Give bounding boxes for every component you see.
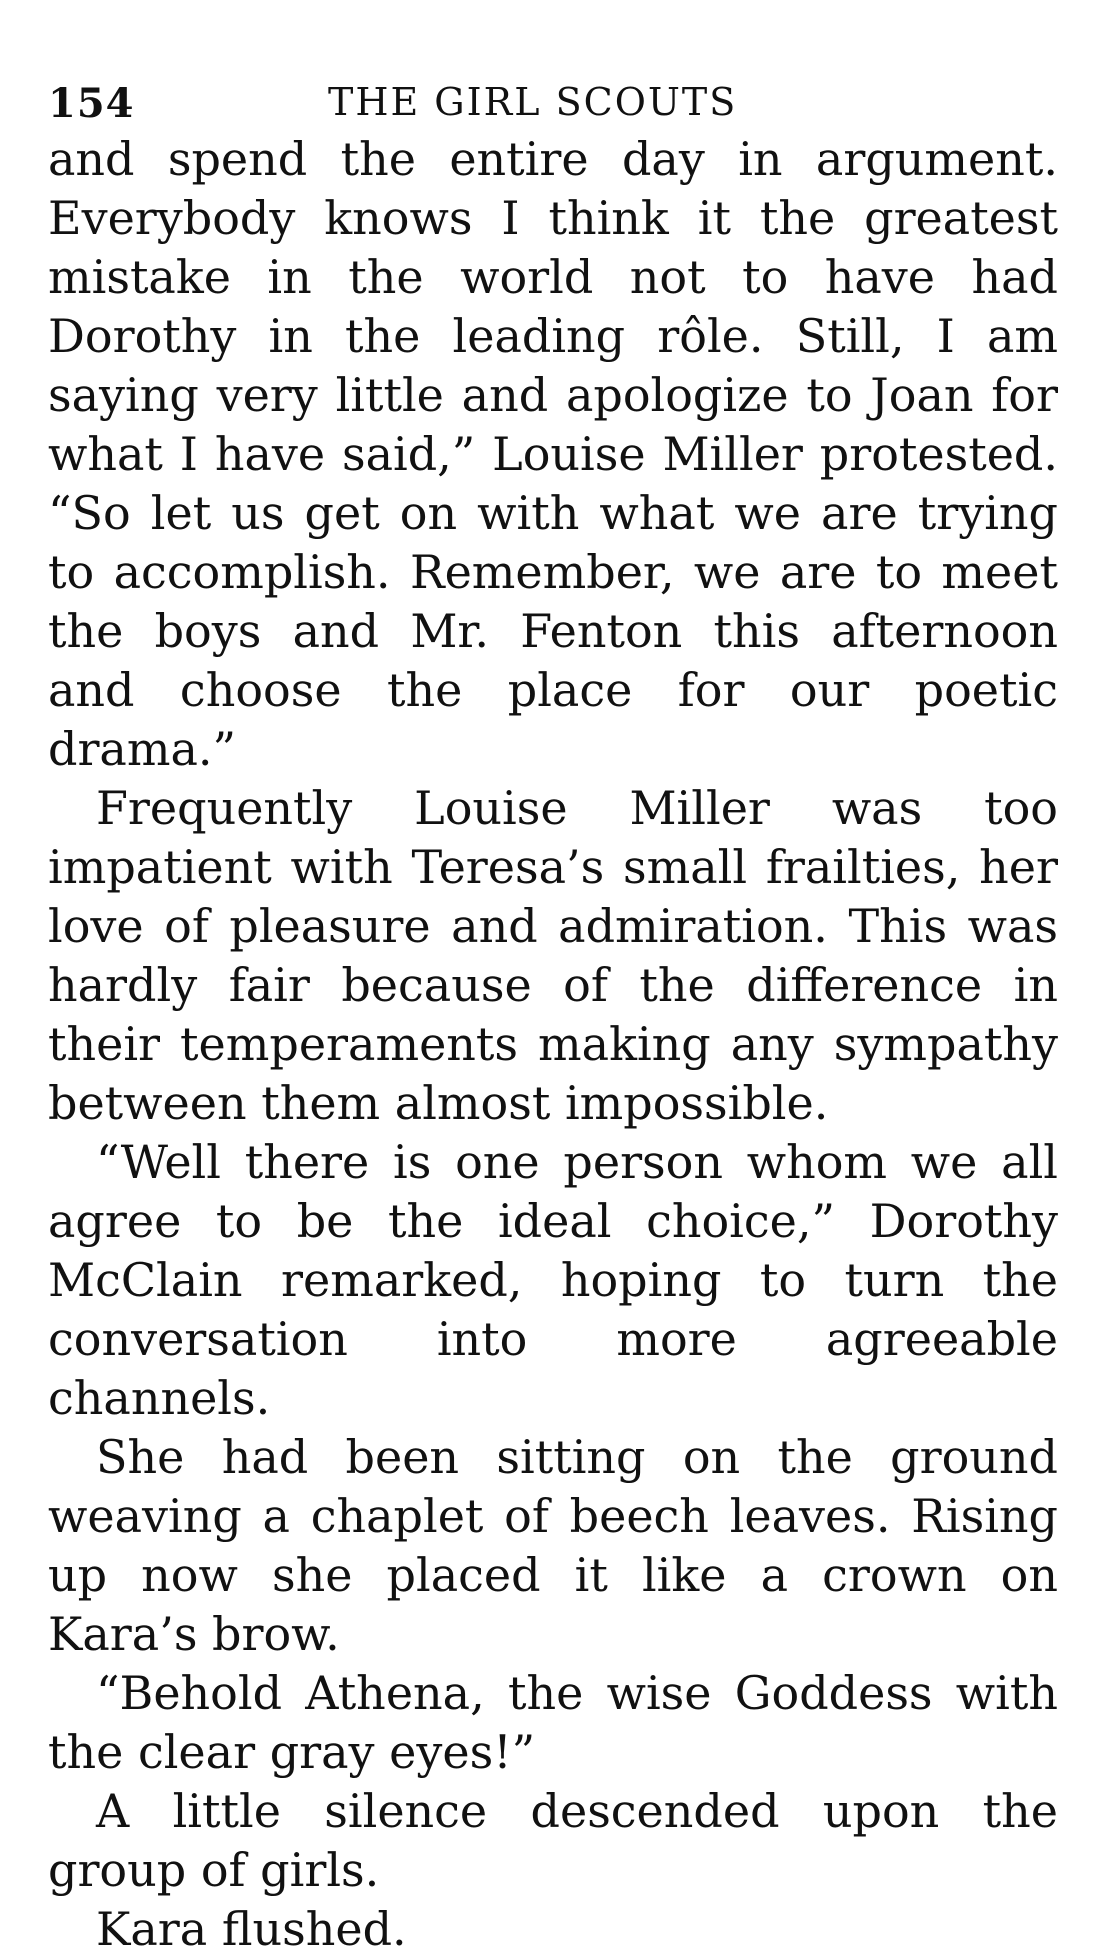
paragraph: “Well there is one person whom we all agree to be the ideal choice,” Dorothy McClain remarked, hoping to turn the conversation into more agreeable channels. [48,1135,1058,1425]
paragraph: Kara flushed. [96,1902,407,1956]
page-number: 154 [48,80,135,127]
running-head [48,70,1058,130]
paragraph: “Behold Athena, the wise Goddess with the clear gray eyes!” [48,1666,1058,1779]
book-page [48,70,1058,1959]
body-text [48,130,1058,1959]
running-title: THE GIRL SCOUTS [328,80,738,124]
paragraph-continued: and spend the entire day in argument. Everybody knows I think it the greatest mistake in the world not to have had Dorothy in the leading rôle. Still, I am saying very little and apologize to Joan for what I have said,” Louise Miller protested. “So let us get on with what we are trying to accomplish. Remember, we are to meet the boys and Mr. Fenton this afternoon and choose the place for our poetic drama.” [48,132,1058,776]
paragraph: A little silence descended upon the group of girls. [48,1784,1058,1897]
paragraph: Frequently Louise Miller was too impatient with Teresa’s small frailties, her love of pleasure and admiration. This was hardly fair because of the difference in their temperaments making any sympathy between them almost impossible. [48,781,1058,1130]
paragraph: She had been sitting on the ground weaving a chaplet of beech leaves. Rising up now she placed it like a crown on Kara’s brow. [48,1430,1058,1661]
